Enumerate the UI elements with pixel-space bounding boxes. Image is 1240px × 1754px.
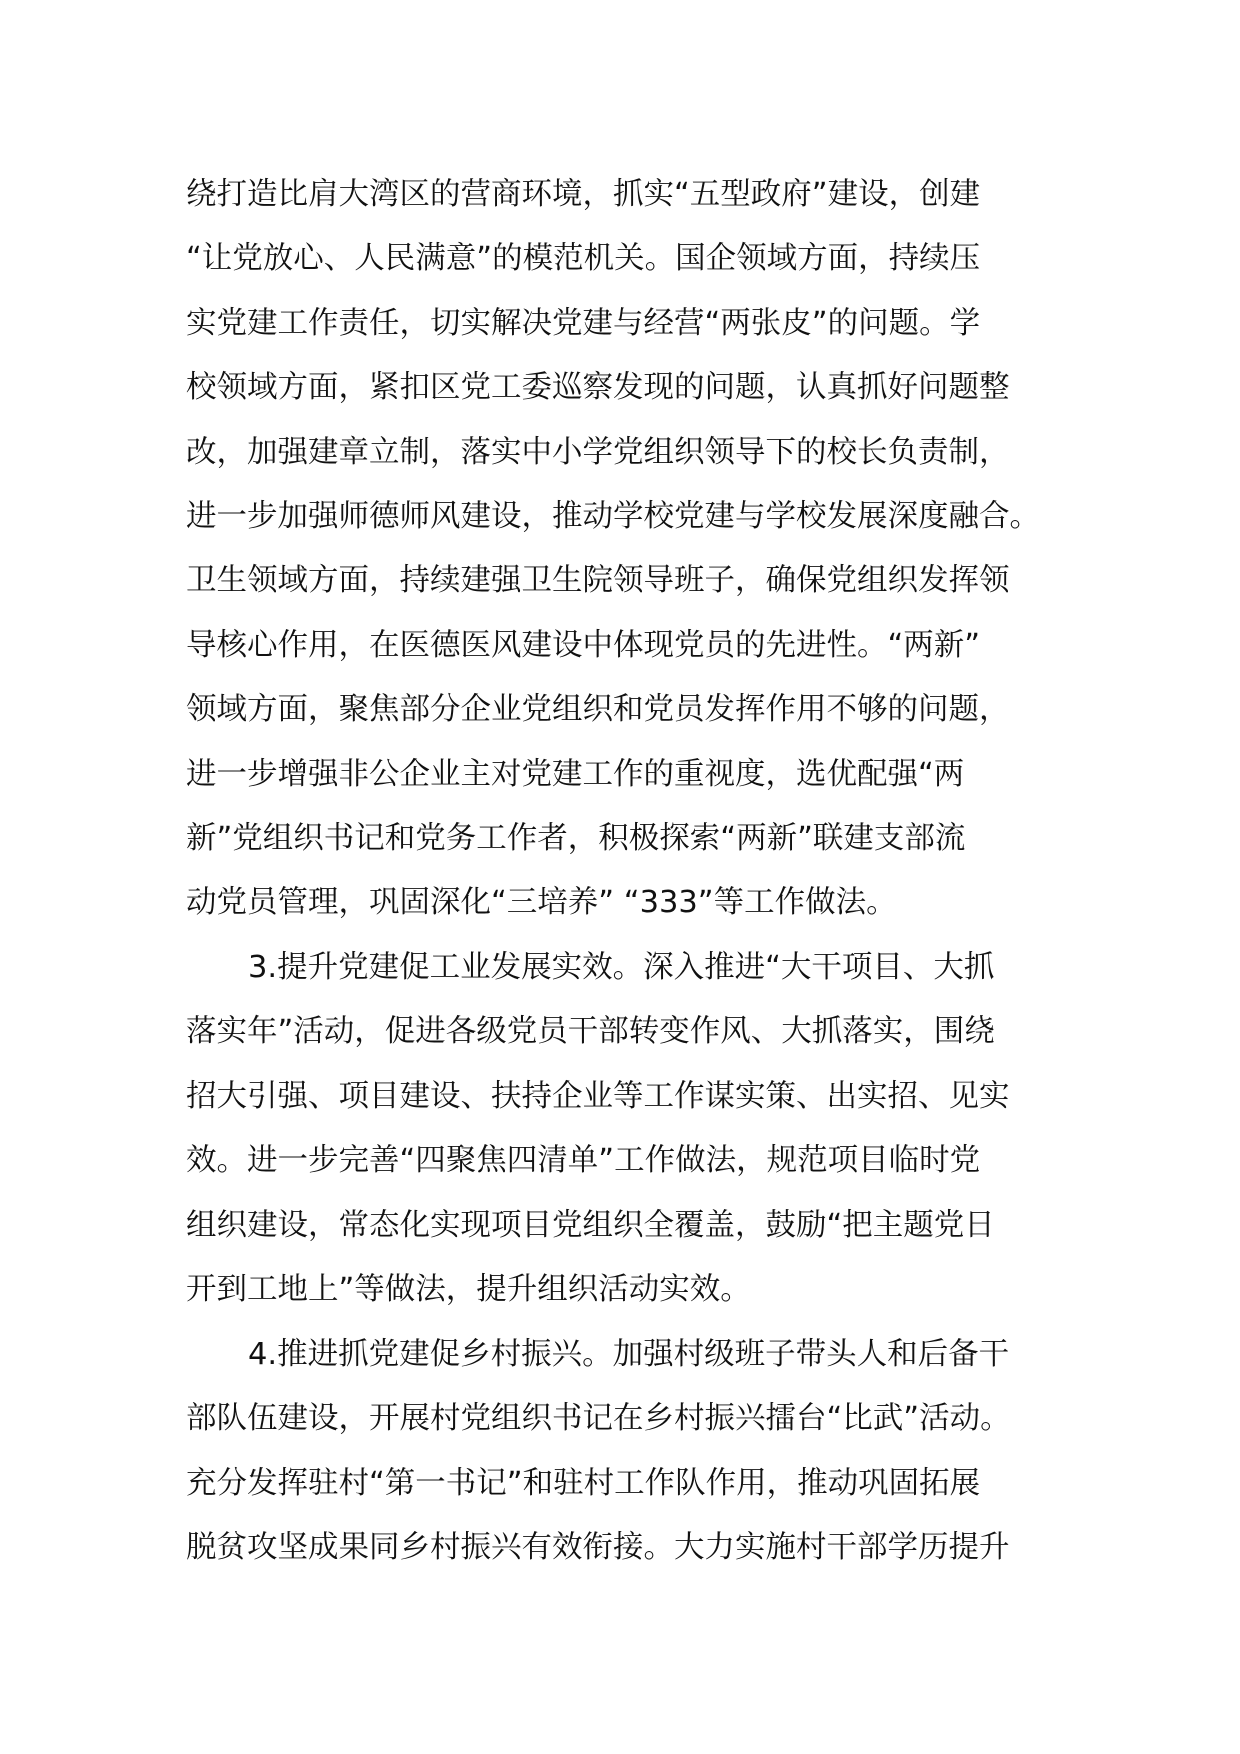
text-line: 导核心作用，在医德医风建设中体现党员的先进性。“两新”	[186, 627, 981, 663]
text-line: 动党员管理，巩固深化“三培养” “333”等工作做法。	[186, 885, 897, 921]
text-line: 部队伍建设，开展村党组织书记在乡村振兴擂台“比武”活动。	[186, 1401, 1011, 1437]
text-line: 绕打造比肩大湾区的营商环境，抓实“五型政府”建设，创建	[186, 177, 981, 212]
text-line: 新”党组织书记和党务工作者，积极探索“两新”联建支部流	[186, 820, 966, 856]
text-line: 卫生领域方面，持续建强卫生院领导班子，确保党组织发挥领	[186, 563, 1010, 599]
text-line: 进一步加强师德师风建设，推动学校党建与学校发展深度融合。	[186, 498, 1040, 534]
text-line: “让党放心、人民满意”的模范机关。国企领域方面，持续压	[186, 241, 981, 277]
text-line: 脱贫攻坚成果同乡村振兴有效衔接。大力实施村干部学历提升	[186, 1530, 1010, 1566]
text-line: 组织建设，常态化实现项目党组织全覆盖，鼓励“把主题党日	[186, 1207, 995, 1243]
text-line: 进一步增强非公企业主对党建工作的重视度，选优配强“两	[186, 756, 965, 792]
text-line: 落实年”活动，促进各级党员干部转变作风、大抓落实，围绕	[186, 1014, 995, 1050]
text-line: 开到工地上”等做法，提升组织活动实效。	[186, 1271, 751, 1307]
paragraph-rural-revitalization	[186, 1323, 1066, 1581]
section-heading-line: 3.提升党建促工业发展实效。深入推进“大干项目、大抓	[248, 950, 995, 985]
paragraph-industrial-development	[186, 936, 1066, 1322]
paragraph-party-building-fields	[186, 163, 1066, 936]
text-line: 效。进一步完善“四聚焦四清单”工作做法，规范项目临时党	[186, 1143, 981, 1179]
text-line: 校领域方面，紧扣区党工委巡察发现的问题，认真抓好问题整	[186, 370, 1010, 406]
text-line: 实党建工作责任，切实解决党建与经营“两张皮”的问题。学	[186, 305, 981, 341]
text-line: 充分发挥驻村“第一书记”和驻村工作队作用，推动巩固拓展	[186, 1465, 981, 1501]
section-heading-line: 4.推进抓党建促乡村振兴。加强村级班子带头人和后备干	[248, 1337, 1010, 1372]
text-line: 领域方面，聚焦部分企业党组织和党员发挥作用不够的问题，	[186, 692, 1010, 728]
text-line: 招大引强、项目建设、扶持企业等工作谋实策、出实招、见实	[186, 1078, 1010, 1114]
text-line: 改，加强建章立制，落实中小学党组织领导下的校长负责制，	[186, 434, 1010, 470]
